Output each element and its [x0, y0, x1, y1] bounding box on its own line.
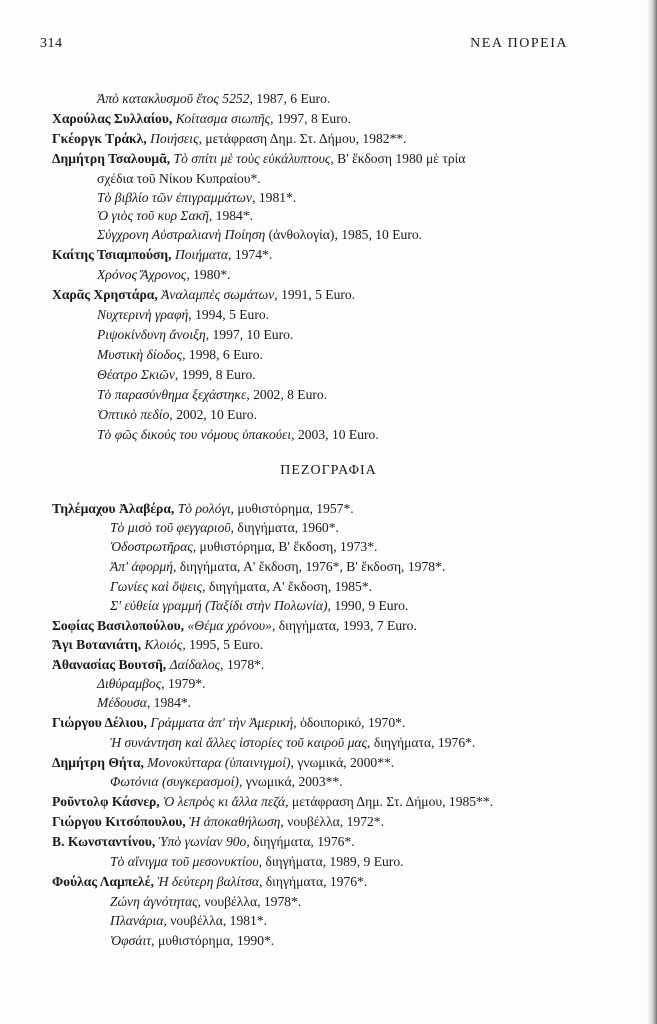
entry-details: , νουβέλλα, 1978*.	[197, 894, 302, 909]
entry-details: , μετάφραση Δημ. Στ. Δήμου, 1985**.	[285, 794, 494, 809]
author-entry	[52, 617, 417, 635]
entry-details: , 1991, 5 Euro.	[274, 287, 356, 302]
author-name: Γιώργου Δέλιου,	[52, 715, 151, 730]
entry-details: , 1997, 8 Euro.	[270, 111, 351, 126]
work-title: Ἡ ἀποκαθήλωση	[189, 814, 281, 829]
author-entry	[52, 110, 351, 128]
entry-details: σχέδια τοῦ Νίκου Κυπραίου*.	[97, 171, 261, 186]
entry-details: , μυθιστόρημα, 1990*.	[151, 933, 275, 948]
entry-details: , 2003, 10 Euro.	[291, 427, 379, 442]
work-title: Ριψοκίνδυνη ἄνοιξη	[97, 327, 206, 342]
entry-details: , 1984*.	[146, 695, 192, 710]
work-title: Κοίτασμα σιωπῆς	[175, 111, 271, 126]
work-entry	[97, 226, 422, 244]
entry-details: , μετάφραση Δημ. Στ. Δήμου, 1982**.	[198, 131, 407, 146]
work-entry	[110, 734, 475, 752]
work-entry	[97, 170, 261, 188]
author-entry	[52, 150, 465, 168]
entry-details: , 1974*.	[228, 247, 273, 262]
work-title: Τὸ μισὸ τοῦ φεγγαριοῦ	[110, 520, 231, 535]
author-name: Ἄγι Βοτανιάτη,	[52, 637, 145, 652]
work-entry	[110, 519, 339, 537]
entry-details: , 1998, 6 Euro.	[182, 347, 263, 362]
entry-details: , 1999, 8 Euro.	[174, 367, 256, 382]
entry-details: , ὁδοιπορικό, 1970*.	[293, 715, 406, 730]
work-title: Γράμματα ἀπ' τὴν Ἀμερική	[150, 715, 294, 730]
page-number: 314	[40, 36, 63, 51]
entry-details: , διηγήματα, 1976*.	[367, 735, 476, 750]
entry-details: , διηγήματα, 1976*.	[246, 834, 355, 849]
author-entry	[52, 246, 272, 264]
work-entry	[110, 912, 267, 930]
work-title: Ὑπὸ γωνίαν 90ο	[158, 834, 247, 849]
entry-details: , διηγήματα, Α' ἔκδοση, 1976*, Β' ἔκδοση, 1978*.	[172, 559, 446, 574]
work-entry	[110, 578, 372, 596]
author-name: Τηλέμαχου Ἀλαβέρα,	[52, 501, 178, 516]
work-entry	[97, 326, 293, 344]
work-entry	[97, 189, 296, 207]
work-title: Τὸ φῶς δικούς του νόμους ὑπακούει	[97, 427, 292, 442]
entry-details: , 2002, 8 Euro.	[246, 387, 328, 402]
work-title: Ἡ δεύτερη βαλίτσα	[157, 874, 259, 889]
work-title: Σ' εὐθεία γραμμή (Ταξίδι στὴν Πολωνία)	[110, 598, 328, 613]
author-entry	[52, 873, 367, 891]
work-entry	[97, 406, 257, 424]
entry-details: , διηγήματα, Α' ἔκδοση, 1985*.	[202, 579, 373, 594]
section-title: ΠΕΖΟΓΡΑΦΙΑ	[280, 463, 377, 478]
page-header	[40, 36, 568, 56]
work-title: Μυστικὴ δίοδος	[97, 347, 183, 362]
entry-details: , νουβέλλα, 1981*.	[163, 913, 268, 928]
work-title: Ὁδοστρωτῆρας	[110, 539, 193, 554]
work-title: Πλανάρια	[110, 913, 164, 928]
work-entry	[110, 538, 377, 556]
work-entry	[97, 386, 327, 404]
work-title: Ὀφσάιτ	[110, 933, 152, 948]
work-title: Ὁ γιὸς τοῦ κυρ Σακῆ	[97, 208, 209, 223]
work-title: Ὀπτικὸ πεδίο	[97, 407, 170, 422]
author-entry	[52, 793, 493, 811]
entry-details: , 1995, 5 Euro.	[182, 637, 264, 652]
entry-details: , 1987, 6 Euro.	[249, 91, 331, 106]
work-entry	[97, 426, 379, 444]
running-head: ΝΕΑ ΠΟΡΕΙΑ	[470, 36, 568, 51]
author-name: Ροῦντολφ Κάσνερ,	[52, 794, 164, 809]
work-entry	[97, 694, 191, 712]
author-name: Δημήτρη Τσαλουμᾶ,	[52, 151, 174, 166]
work-title: Τὸ σπίτι μὲ τοὺς εὐκάλυπτους	[173, 151, 331, 166]
work-title: Θέατρο Σκιῶν	[97, 367, 175, 382]
author-name: Χαρᾶς Χρηστάρα,	[52, 287, 162, 302]
work-entry	[97, 90, 330, 108]
work-title: Τὸ βιβλίο τῶν ἐπιγραμμάτων	[97, 190, 253, 205]
entry-details: , γνωμικά, 2000**.	[290, 755, 395, 770]
work-entry	[97, 207, 253, 225]
work-title: Διθύραμβος	[97, 676, 162, 691]
author-name: Καίτης Τσιαμπούση,	[52, 247, 175, 262]
work-entry	[110, 597, 408, 615]
work-entry	[97, 266, 231, 284]
work-title: Σύγχρονη Αὐστραλιανὴ Ποίηση	[97, 227, 266, 242]
work-title: Ποιήσεις	[150, 131, 199, 146]
author-entry	[52, 714, 405, 732]
work-title: Ἡ συνάντηση καὶ ἄλλες ἱστορίες τοῦ καιροῦ μας	[110, 735, 368, 750]
work-title: Μέδουσα	[97, 695, 147, 710]
work-title: Ζώνη ἀγνότητας	[110, 894, 198, 909]
author-entry	[52, 754, 394, 772]
entry-details: , 1994, 5 Euro.	[188, 307, 270, 322]
work-entry	[110, 853, 404, 871]
entry-details: (ἀνθολογία), 1985, 10 Euro.	[265, 227, 423, 242]
work-entry	[97, 675, 205, 693]
entry-details: , νουβέλλα, 1972*.	[280, 814, 384, 829]
entry-details: , γνωμικά, 2003**.	[238, 774, 343, 789]
work-title: Μονοκύτταρα (ὑπαινιγμοί)	[147, 755, 291, 770]
work-entry	[110, 558, 445, 576]
entry-details: , 1980*.	[186, 267, 231, 282]
work-title: Χρόνος Ἄχρονος	[97, 267, 187, 282]
work-entry	[110, 893, 301, 911]
author-name: Β. Κωνσταντίνου,	[52, 834, 159, 849]
author-entry	[52, 500, 354, 518]
entry-details: , διηγήματα, 1993, 7 Euro.	[271, 618, 417, 633]
author-entry	[52, 833, 355, 851]
entry-details: , μυθιστόρημα, 1957*.	[230, 501, 354, 516]
work-entry	[110, 773, 343, 791]
author-entry	[52, 656, 264, 674]
entry-details: , 1981*.	[252, 190, 297, 205]
entry-details: , 1979*.	[161, 676, 206, 691]
work-entry	[97, 346, 263, 364]
author-name: Χαρούλας Συλλαίου,	[52, 111, 176, 126]
author-name: Ἀθανασίας Βουτσῆ,	[52, 657, 170, 672]
entry-details: , Β' ἔκδοση 1980 μὲ τρία	[330, 151, 466, 166]
work-entry	[97, 366, 256, 384]
work-title: «Θέμα χρόνου»	[187, 618, 272, 633]
entry-details: , 1984*.	[208, 208, 254, 223]
work-entry	[110, 932, 274, 950]
author-name: Γιώργου Κιτσόπουλου,	[52, 814, 190, 829]
author-entry	[52, 636, 263, 654]
entry-details: , 1997, 10 Euro.	[205, 327, 294, 342]
work-title: Νυχτερινὴ γραφή	[97, 307, 189, 322]
author-entry	[52, 813, 384, 831]
work-title: Δαίδαλος	[169, 657, 221, 672]
entry-details: , μυθιστόρημα, Β' ἔκδοση, 1973*.	[192, 539, 378, 554]
entry-details: , διηγήματα, 1976*.	[258, 874, 368, 889]
work-entry	[97, 306, 269, 324]
work-title: Ἀπ' ἀφορμή	[110, 559, 173, 574]
work-title: Φωτόνια (συγκερασμοί)	[110, 774, 239, 789]
work-title: Ὁ λεπρὸς κι ἄλλα πεζά	[163, 794, 286, 809]
work-title: Τὸ ρολόγι	[177, 501, 231, 516]
author-entry	[52, 286, 355, 304]
entry-details: , 2002, 10 Euro.	[169, 407, 257, 422]
entry-details: , 1978*.	[220, 657, 265, 672]
work-title: Γωνίες καὶ ὄψεις	[110, 579, 203, 594]
work-title: Ἀναλαμπὲς σωμάτων	[161, 287, 275, 302]
work-title: Τὸ παρασύνθημα ξεχάστηκε	[97, 387, 247, 402]
book-spine-shadow	[647, 0, 657, 1024]
entry-details: , διηγήματα, 1960*.	[230, 520, 339, 535]
work-title: Κλοιός	[144, 637, 183, 652]
entry-details: , διηγήματα, 1989, 9 Euro.	[258, 854, 404, 869]
work-title: Ἀπὸ κατακλυσμοῦ ἔτος 5252	[97, 91, 250, 106]
author-name: Δημήτρη Θήτα,	[52, 755, 148, 770]
work-title: Τὸ αἴνιγμα τοῦ μεσονυκτίου	[110, 854, 259, 869]
work-title: Ποιήματα	[174, 247, 229, 262]
entry-details: , 1990, 9 Euro.	[327, 598, 409, 613]
author-entry	[52, 130, 407, 148]
author-name: Σοφίας Βασιλοπούλου,	[52, 618, 188, 633]
author-name: Γκέοργκ Τράκλ,	[52, 131, 151, 146]
author-name: Φούλας Λαμπελέ,	[52, 874, 158, 889]
